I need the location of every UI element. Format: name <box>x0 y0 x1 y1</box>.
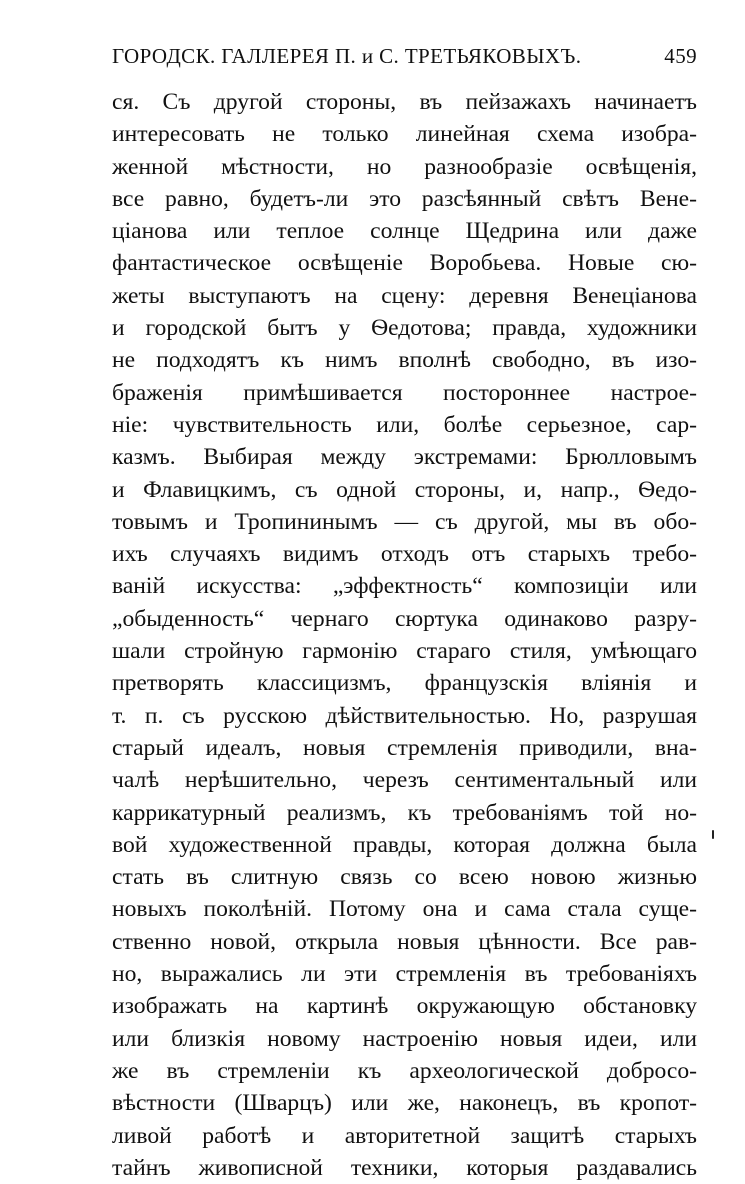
text-line: браженія примѣшивается постороннее настрое- <box>112 379 697 406</box>
text-line: вѣстности (Шварцъ) или же, наконецъ, въ кропот- <box>112 1090 697 1117</box>
text-line: изображать на картинѣ окружающую обстановку <box>112 993 697 1020</box>
text-line: и Флавицкимъ, съ одной стороны, и, напр., Ѳедо- <box>112 476 697 503</box>
text-line: новыхъ поколѣній. Потому она и сама стала суще- <box>112 896 697 923</box>
body-text <box>112 86 697 1184</box>
text-line: женной мѣстности, но разнообразіе освѣщенія, <box>112 153 697 180</box>
text-line: ихъ случаяхъ видимъ отходъ отъ старыхъ требо- <box>112 541 697 568</box>
text-line: но, выражались ли эти стремленія въ требованіяхъ <box>112 961 697 988</box>
text-line: каррикатурный реализмъ, къ требованіямъ той но- <box>112 799 697 826</box>
print-speck <box>712 830 714 839</box>
text-line: ливой работѣ и авторитетной защитѣ старыхъ <box>112 1122 697 1149</box>
text-line: „обыденность“ чернаго сюртука одинаково разру- <box>112 605 697 632</box>
text-line: стать въ слитную связь со всею новою жизнью <box>112 864 697 891</box>
running-title: ГОРОДСК. ГАЛЛЕРЕЯ П. и С. ТРЕТЬЯКОВЫХЪ. <box>112 44 582 68</box>
text-line: тайнъ живописной техники, которыя раздавались <box>112 1154 697 1181</box>
text-line: старый идеалъ, новыя стремленія приводили, вна- <box>112 734 697 761</box>
page-number: 459 <box>664 44 697 68</box>
text-line: чалѣ нерѣшительно, черезъ сентиментальный или <box>112 767 697 794</box>
text-line: ся. Съ другой стороны, въ пейзажахъ начинаетъ <box>112 89 697 115</box>
text-line: или близкія новому настроенію новыя идеи, или <box>112 1025 697 1052</box>
text-line: претворять классицизмъ, французскія вліянія и <box>112 670 697 697</box>
text-line: ваній искусства: „эффектность“ композиціи или <box>112 573 697 600</box>
text-line: все равно, будетъ-ли это разсѣянный свѣтъ Вене- <box>112 185 697 212</box>
text-line: т. п. съ русскою дѣйствительностью. Но, разрушая <box>112 702 697 729</box>
text-line: не подходятъ къ нимъ вполнѣ свободно, въ изо- <box>112 347 697 374</box>
text-line: вой художественной правды, которая должна была <box>112 831 697 858</box>
running-header <box>112 44 697 74</box>
text-line: казмъ. Выбирая между экстремами: Брюлловымъ <box>112 444 697 471</box>
text-line: ственно новой, открыла новыя цѣнности. Все рав- <box>112 928 697 955</box>
text-line: товымъ и Тропининымъ — съ другой, мы въ обо- <box>112 508 697 535</box>
text-line: ніе: чувствительность или, болѣе серьезное, сар- <box>112 411 697 438</box>
text-line: жеты выступаютъ на сцену: деревня Венеціанова <box>112 282 697 309</box>
text-line: интересовать не только линейная схема изобра- <box>112 121 697 148</box>
text-line: ціанова или теплое солнце Щедрина или даже <box>112 218 697 245</box>
text-line: шали стройную гармонію стараго стиля, умѣющаго <box>112 638 697 665</box>
text-line: и городской бытъ у Ѳедотова; правда, художники <box>112 315 697 342</box>
text-line: же въ стремленіи къ археологической добросо- <box>112 1057 697 1084</box>
text-line: фантастическое освѣщеніе Воробьева. Новые сю- <box>112 250 697 277</box>
